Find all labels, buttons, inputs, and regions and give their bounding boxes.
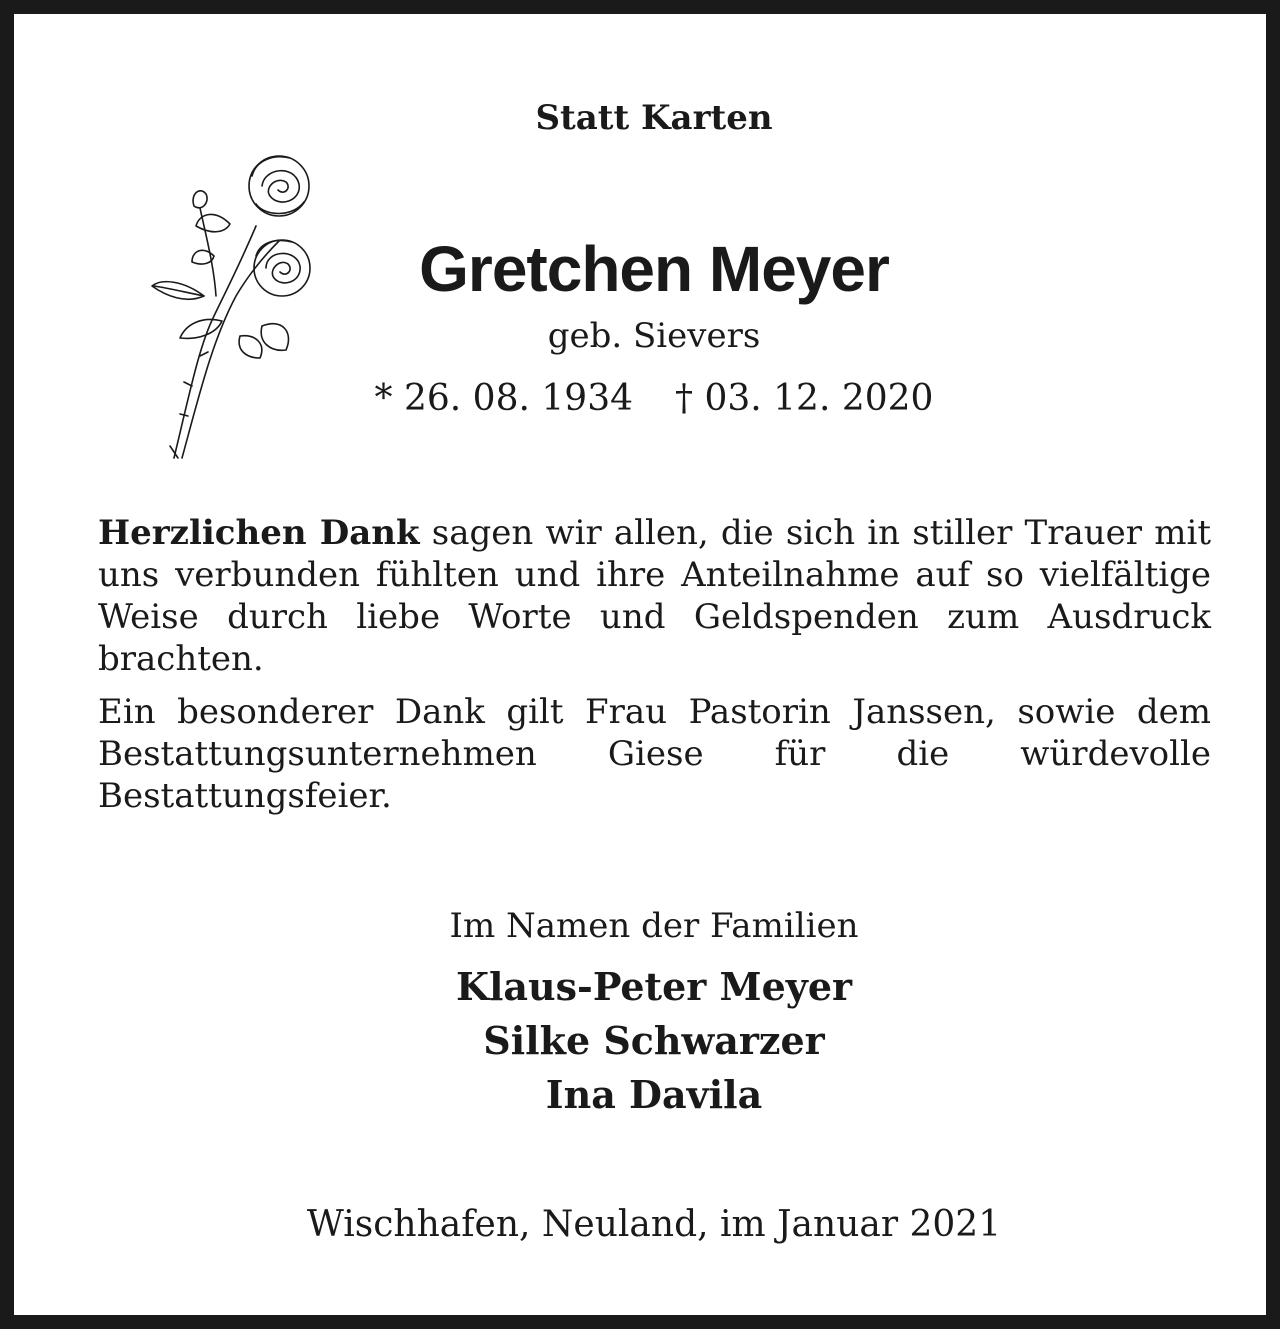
- rose-icon: [144, 146, 324, 466]
- thanks-paragraph: [98, 512, 1211, 680]
- birth-date: * 26. 08. 1934: [374, 378, 633, 419]
- special-thanks-paragraph: Ein besonderer Dank gilt Frau Pastorin Janssen, sowie dem Bestattungsunternehmen Giese für die würdevolle Bestattungsfeier.: [98, 692, 1211, 816]
- death-date: † 03. 12. 2020: [675, 378, 934, 419]
- deceased-name: Gretchen Meyer: [419, 233, 889, 305]
- notice-header: Statt Karten: [535, 98, 773, 138]
- signer-name: Klaus-Peter Meyer: [455, 964, 853, 1009]
- life-dates: [354, 378, 954, 419]
- signer-name: Silke Schwarzer: [483, 1018, 825, 1063]
- thanks-lead: Herzlichen Dank: [98, 513, 420, 553]
- signer-name: Ina Davila: [545, 1072, 763, 1117]
- signature-intro: Im Namen der Familien: [449, 906, 859, 946]
- thanks-text: sagen wir allen, die sich in stiller Trauer mit uns verbunden fühlten und ihre Anteilnahme auf so vielfältige Weise durch liebe Worte und Geldspenden zum Ausdruck brachten.: [98, 513, 1211, 679]
- place-date: Wischhafen, Neuland, im Januar 2021: [306, 1204, 1002, 1245]
- birth-name: geb. Sievers: [547, 316, 761, 356]
